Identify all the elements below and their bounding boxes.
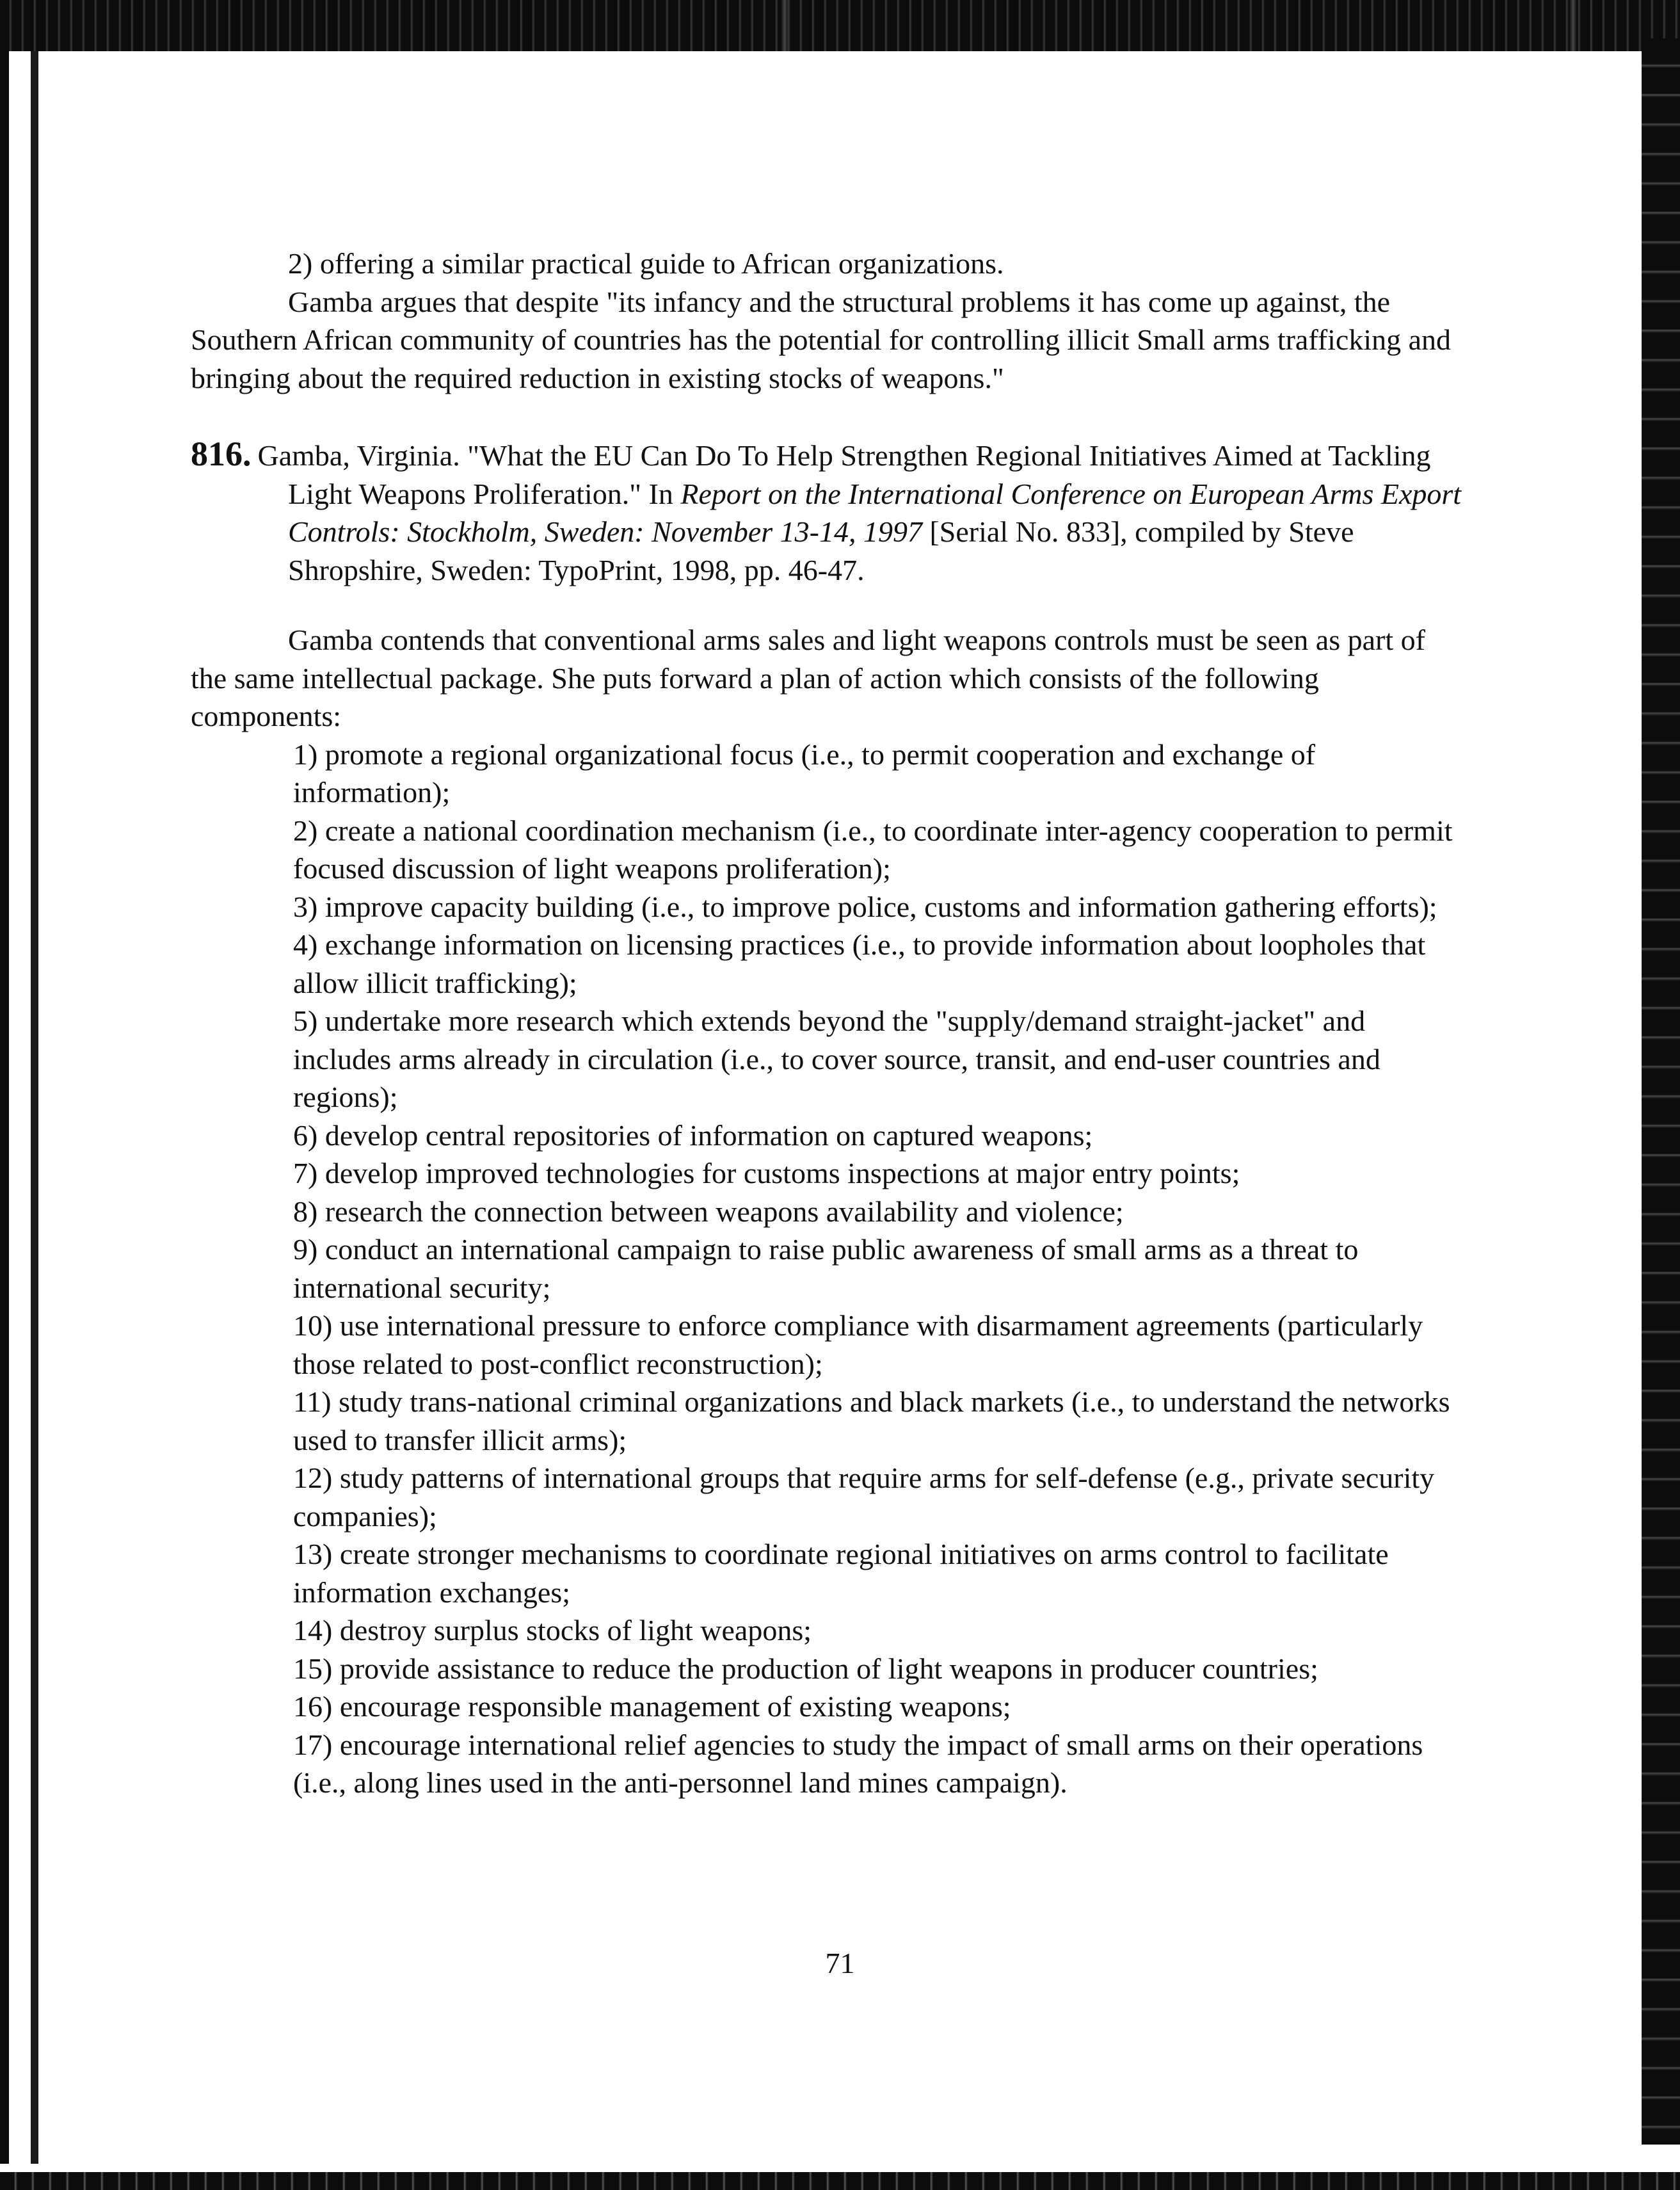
list-item: 15) provide assistance to reduce the production of light weapons in producer countries; — [293, 1652, 1318, 1685]
list-item: 4) exchange information on licensing practices (i.e., to provide information about loopholes that allow illicit trafficking); — [293, 928, 1426, 999]
list-item: 12) study patterns of international groups that require arms for self-defense (e.g., private security companies); — [293, 1461, 1435, 1533]
scan-border-right — [1642, 38, 1680, 2145]
list-item: 14) destroy surplus stocks of light weapons; — [293, 1614, 812, 1647]
list-item: 9) conduct an international campaign to raise public awareness of small arms as a threat to international security; — [293, 1233, 1359, 1304]
list-item: 11) study trans-national criminal organizations and black markets (i.e., to understand the networks used to transfer illicit arms); — [293, 1385, 1450, 1456]
citation-text: Gamba, Virginia. "What the EU Can Do To Help Strengthen Regional Initiatives Aimed at Tackling Light Weapons Proliferation." In — [257, 439, 1431, 510]
bibliography-entry — [191, 435, 1464, 589]
list-item: 10) use international pressure to enforce compliance with disarmament agreements (particularly those related to post-conflict reconstruction); — [293, 1309, 1423, 1380]
list-item: 13) create stronger mechanisms to coordinate regional initiatives on arms control to facilitate information exchanges; — [293, 1538, 1389, 1609]
list-item: 16) encourage responsible management of existing weapons; — [293, 1690, 1011, 1723]
citation-details: [Serial No. 833], compiled by Steve Shropshire, Sweden: TypoPrint, 1998, pp. 46-47. — [288, 515, 1354, 586]
list-item: 17) encourage international relief agencies to study the impact of small arms on their operations (i.e., along lines used in the anti-personnel land mines campaign). — [293, 1728, 1423, 1799]
continuation-item: 2) offering a similar practical guide to African organizations. — [288, 247, 1004, 280]
list-item: 8) research the connection between weapons availability and violence; — [293, 1195, 1124, 1228]
scan-border-left — [0, 51, 46, 2164]
citation-title: Report on the International Conference on European Arms Export Controls: Stockholm, Sweden: November 13-14, 1997 — [288, 477, 1462, 548]
scan-border-bottom — [0, 2172, 1680, 2190]
page-number: 71 — [825, 1947, 855, 1979]
list-item: 7) develop improved technologies for customs inspections at major entry points; — [293, 1157, 1240, 1189]
list-item: 5) undertake more research which extends beyond the "supply/demand straight-jacket" and includes arms already in circulation (i.e., to cover source, transit, and end-user countries and regions); — [293, 1004, 1380, 1113]
list-item: 2) create a national coordination mechanism (i.e., to coordinate inter-agency cooperation to permit focused discussion of light weapons proliferation); — [293, 814, 1453, 885]
entry-number: 816. — [191, 435, 252, 473]
list-item: 3) improve capacity building (i.e., to improve police, customs and information gathering efforts); — [293, 890, 1437, 923]
continuation-quote-paragraph: Gamba argues that despite "its infancy and the structural problems it has come up against, the Southern African community of countries has the potential for controlling illicit Small arms trafficking and bringing about the required reduction in existing stocks of weapons." — [191, 285, 1452, 394]
list-item: 1) promote a regional organizational focus (i.e., to permit cooperation and exchange of information); — [293, 737, 1316, 809]
abstract — [191, 621, 1464, 1802]
document-page — [191, 245, 1464, 1802]
abstract-intro: Gamba contends that conventional arms sales and light weapons controls must be seen as part of the same intellectual package. She puts forward a plan of action which consists of the following components: — [191, 624, 1425, 732]
list-item: 6) develop central repositories of information on captured weapons; — [293, 1118, 1093, 1152]
scan-border-top — [0, 0, 1680, 51]
